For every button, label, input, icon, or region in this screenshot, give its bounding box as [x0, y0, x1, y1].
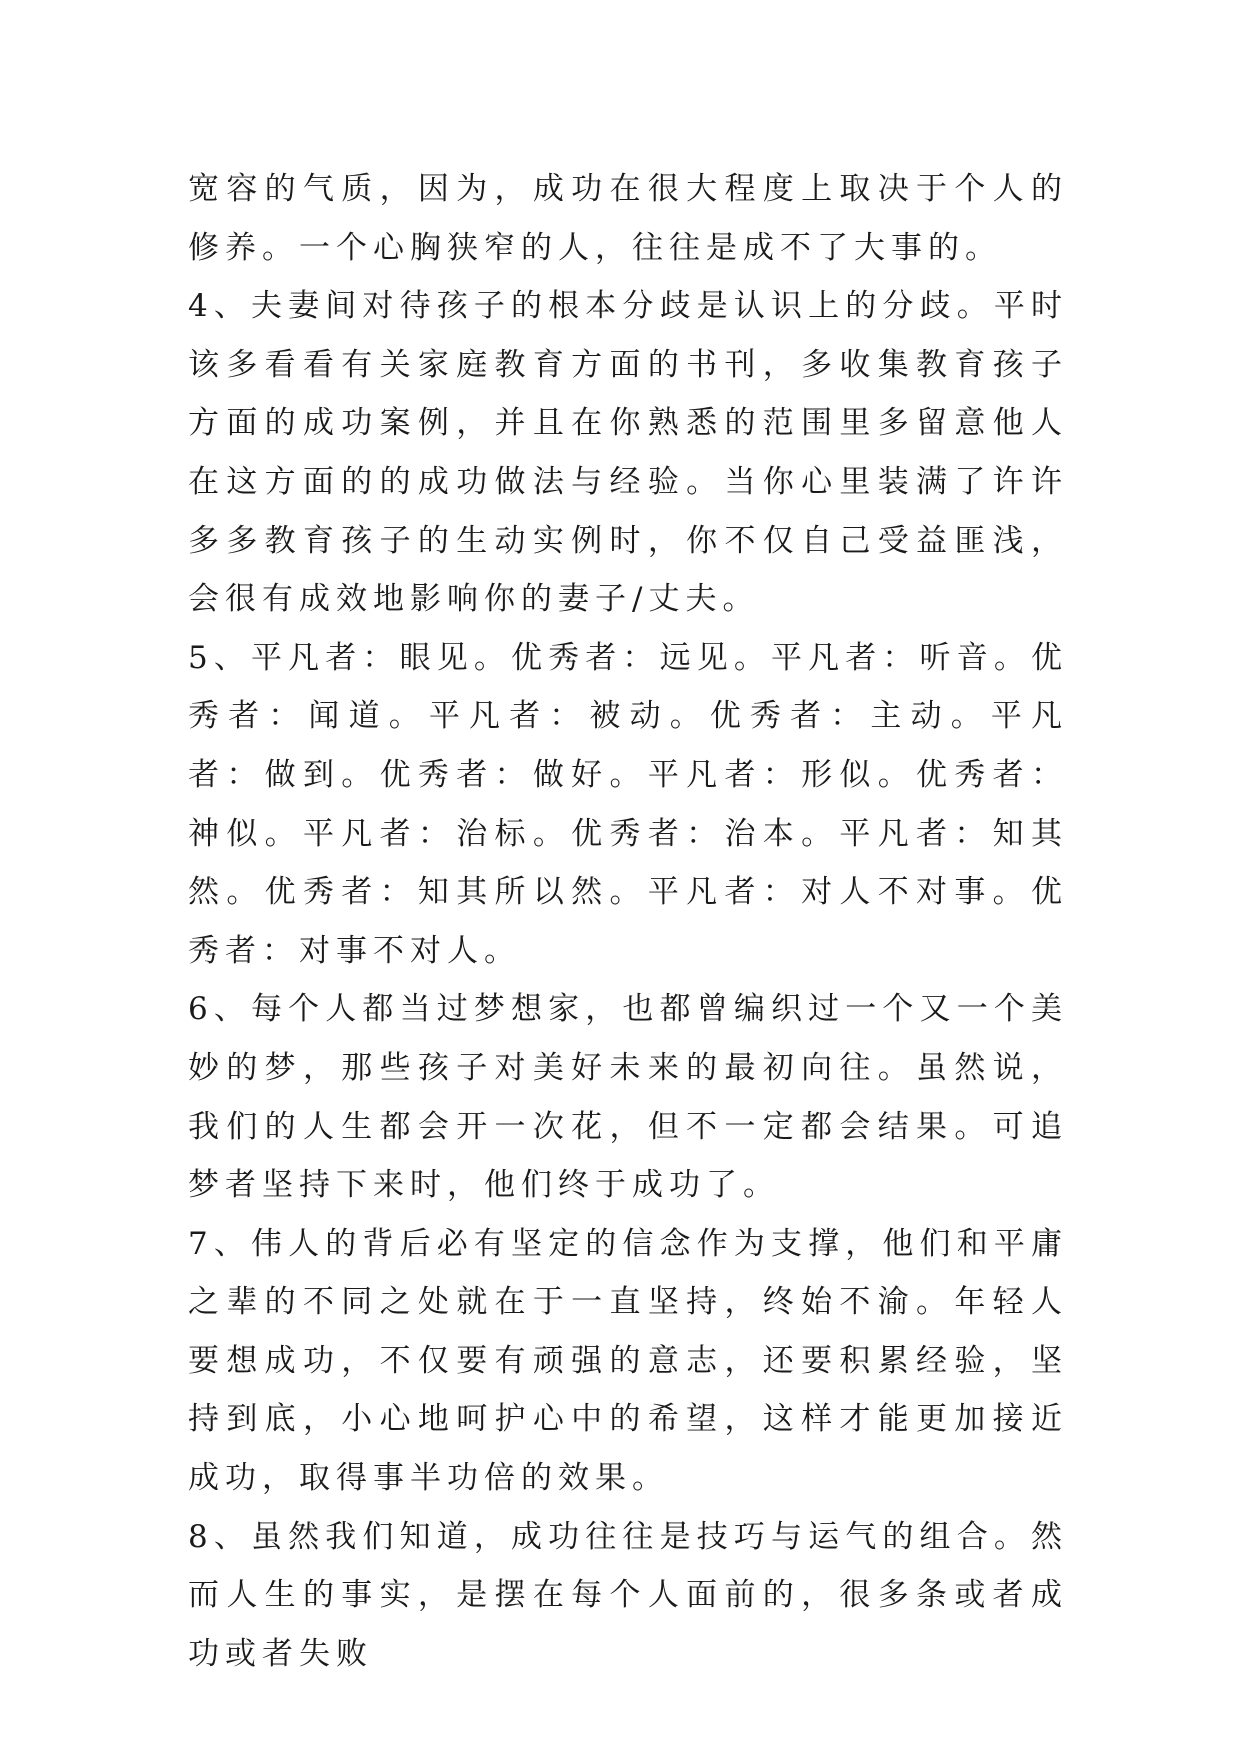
paragraph-item-5: 5、平凡者：眼见。优秀者：远见。平凡者：听音。优秀者：闻道。平凡者：被动。优秀者：主动。平凡者：做到。优秀者：做好。平凡者：形似。优秀者：神似。平凡者：治标。优秀者：治本。平凡者：知其然。优秀者：知其所以然。平凡者：对人不对事。优秀者：对事不对人。 [188, 639, 1068, 969]
paragraph-item-6: 6、每个人都当过梦想家，也都曾编织过一个又一个美妙的梦，那些孩子对美好未来的最初向往。虽然说，我们的人生都会开一次花，但不一定都会结果。可追梦者坚持下来时，他们终于成功了。 [188, 991, 1068, 1204]
paragraph-continuation: 宽容的气质，因为，成功在很大程度上取决于个人的修养。一个心胸狭窄的人，往往是成不了大事的。 [188, 171, 1068, 266]
paragraph-item-7: 7、伟人的背后必有坚定的信念作为支撑，他们和平庸之辈的不同之处就在于一直坚持，终始不渝。年轻人要想成功，不仅要有顽强的意志，还要积累经验，坚持到底，小心地呵护心中的希望，这样才能更加接近成功，取得事半功倍的效果。 [188, 1225, 1068, 1497]
paragraph-item-8: 8、虽然我们知道，成功往往是技巧与运气的组合。然而人生的事实，是摆在每个人面前的，很多条或者成功或者失败 [188, 1518, 1068, 1672]
document-body [188, 160, 1068, 1683]
paragraph-item-4: 4、夫妻间对待孩子的根本分歧是认识上的分歧。平时该多看看有关家庭教育方面的书刊，多收集教育孩子方面的成功案例，并且在你熟悉的范围里多留意他人在这方面的的成功做法与经验。当你心里装满了许许多多教育孩子的生动实例时，你不仅自己受益匪浅，会很有成效地影响你的妻子/丈夫。 [188, 288, 1068, 618]
